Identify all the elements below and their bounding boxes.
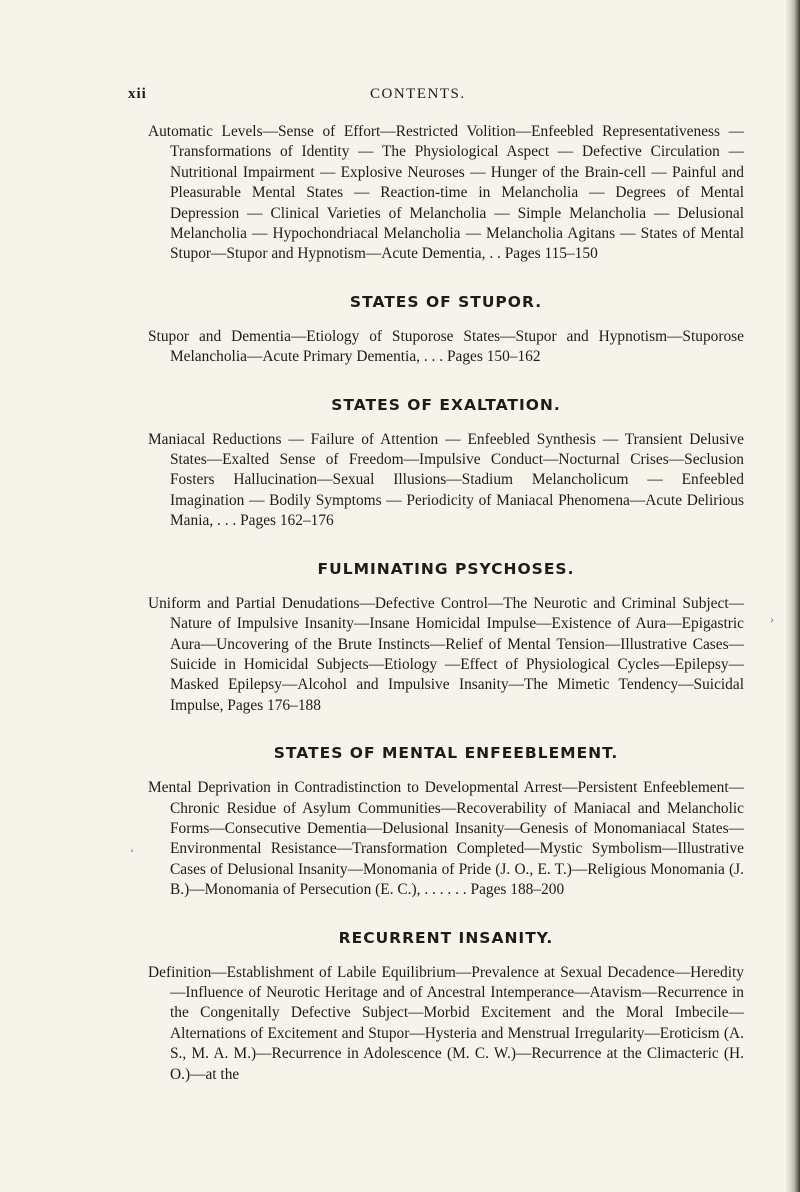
scan-speck: ‘ xyxy=(130,846,134,860)
section-3-heading: STATES OF EXALTATION. xyxy=(331,395,561,414)
section-2-pages: Pages 150–162 xyxy=(446,348,541,366)
section-4-summary xyxy=(148,594,744,716)
section-2-summary xyxy=(148,327,744,368)
section-2-text: Stupor and Dementia—Etiology of Stuporose States—Stupor and Hypnotism—Stuporose Melancholia—Acute Primary Dementia, . . . xyxy=(148,327,744,366)
section-1-summary xyxy=(148,122,744,265)
section-5-text: Mental Deprivation in Contradistinction to Developmental Arrest—Persistent Enfeeblement—Chronic Residue of Asylum Communities—Recoverability of Maniacal and Melancholic Forms—Consecutive Dementia—Delusional Insanity—Genesis of Monomaniacal States—Environmental Resistance—Transformation Completed—Mystic Symbolism—Illustrative Cases of Delusional Insanity—Monomania of Pride (J. O., E. T.)—Religious Monomania (J. B.)—Monomania of Persecution (E. C.), . . . . . . xyxy=(148,779,744,899)
section-3-summary xyxy=(148,430,744,532)
section-6-text: Definition—Establishment of Labile Equilibrium—Prevalence at Sexual Decadence—Heredity—Influence of Neurotic Heritage and of Ancestral Intemperance—Atavism—Recurrence in the Congenitally Defective Subject—Morbid Excitement and the Moral Imbecile—Alternations of Excitement and Stupor—Hysteria and Menstrual Irregularity—Eroticism (A. S., M. A. M.)—Recurrence in Adolescence (M. C. W.)—Recurrence at the Climacteric (H. O.)—at the xyxy=(148,963,744,1083)
section-1-text: Automatic Levels—Sense of Effort—Restricted Volition—Enfeebled Representativeness — Transformations of Identity — The Physiological Aspect — Defective Circulation — Nutritional Impairment — Explosive Neuroses — Hunger of the Brain-cell — Painful and Pleasurable Mental States — Reaction-time in Melancholia — Degrees of Mental Depression — Clinical Varieties of Melancholia — Simple Melancholia — Delusional Melancholia — Hypochondriacal Melancholia — Melancholia Agitans — States of Mental Stupor—Stupor and Hypnotism—Acute Dementia, . . xyxy=(148,123,744,263)
section-3-text: Maniacal Reductions — Failure of Attention — Enfeebled Synthesis — Transient Delusive States—Exalted Sense of Freedom—Impulsive Conduct—Nocturnal Crises—Seclusion Fosters Hallucination—Sexual Illusions—Stadium Melancholicum — Enfeebled Imagination — Bodily Symptoms — Periodicity of Maniacal Phenomena—Acute Delirious Mania, . . . xyxy=(148,430,744,530)
section-5-pages: Pages 188–200 xyxy=(470,881,565,899)
running-title: CONTENTS. xyxy=(370,86,466,102)
page-number: xii xyxy=(128,86,147,102)
page-header xyxy=(128,86,748,106)
section-6-heading: RECURRENT INSANITY. xyxy=(338,928,554,947)
section-6-summary xyxy=(148,963,744,1085)
section-3-pages: Pages 162–176 xyxy=(240,512,334,530)
section-2-heading: STATES OF STUPOR. xyxy=(349,292,543,311)
section-4-heading: FULMINATING PSYCHOSES. xyxy=(317,559,575,578)
contents-body xyxy=(148,122,744,1085)
section-5-summary xyxy=(148,778,744,900)
section-5-heading: STATES OF MENTAL ENFEEBLEMENT. xyxy=(273,744,619,763)
scan-speck: › xyxy=(770,612,774,626)
binding-shadow xyxy=(786,0,800,1192)
section-1-pages: Pages 115–150 xyxy=(504,245,598,263)
section-4-text: Uniform and Partial Denudations—Defective Control—The Neurotic and Criminal Subject—Nature of Impulsive Insanity—Insane Homicidal Impulse—Existence of Aura—Epigastric Aura—Uncovering of the Brute Instincts—Relief of Mental Tension—Illustrative Cases—Suicide in Homicidal Subjects—Etiology —Effect of Physiological Cycles—Epilepsy—Masked Epilepsy—Alcohol and Impulsive Insanity—The Mimetic Tendency—Suicidal Impulse, xyxy=(148,594,744,714)
section-4-pages: Pages 176–188 xyxy=(227,696,321,714)
